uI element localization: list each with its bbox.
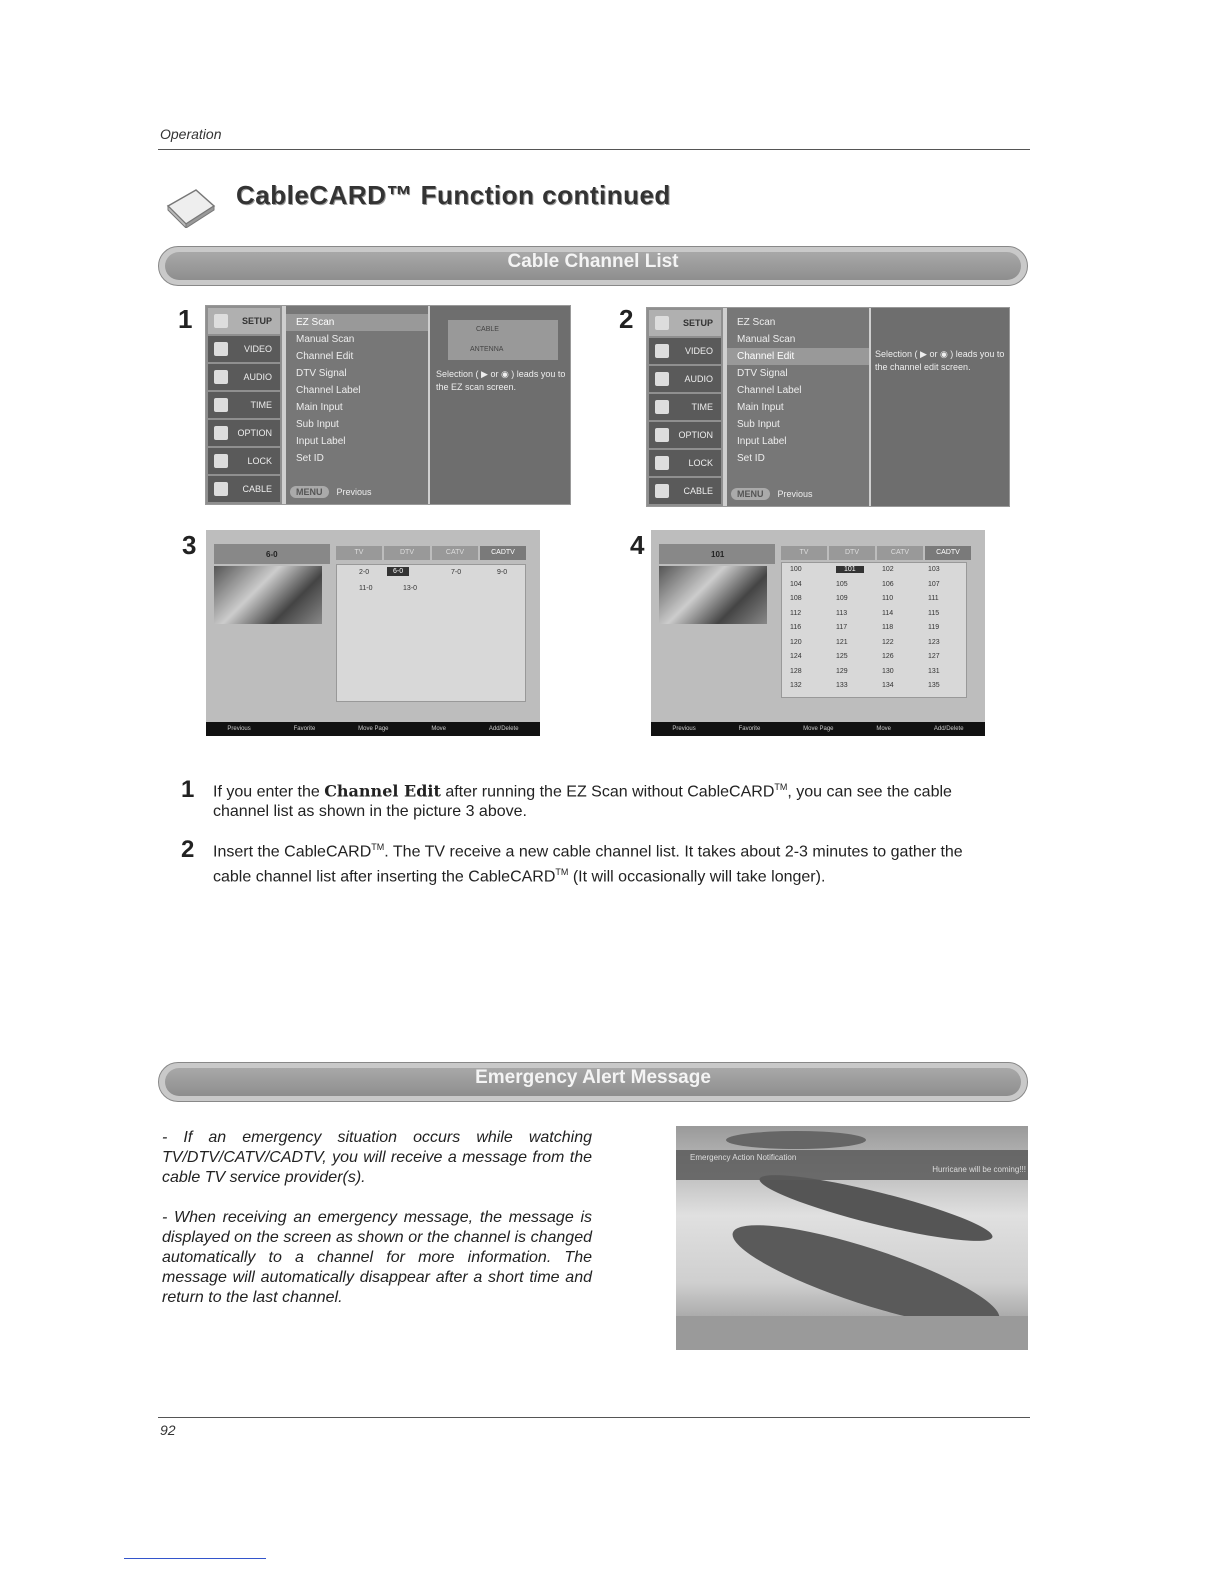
step-number: 4	[630, 530, 645, 560]
channel-cell: 133	[836, 682, 848, 689]
note-1	[213, 777, 1003, 822]
channel-cell: 127	[928, 653, 940, 660]
channel-cell: 121	[836, 638, 848, 646]
menu-item: Channel Edit	[296, 351, 354, 362]
tab-dtv: DTV	[384, 546, 430, 560]
note-number: 2	[181, 836, 195, 863]
tab-tv: TV	[781, 546, 827, 560]
menu-item: Main Input	[296, 402, 343, 413]
channel-cell: 135	[928, 682, 940, 689]
footer-hint: Favorite	[293, 726, 316, 732]
menu-categories	[206, 306, 282, 504]
menu-item: Input Label	[737, 436, 787, 447]
channel-cell: 119	[928, 624, 940, 631]
note-text: , you can see the cable channel list as shown in the picture 3 above.	[213, 783, 952, 821]
horse-race-picture	[659, 566, 767, 624]
page-title: CableCARD™ Function continued	[236, 180, 671, 210]
note-number: 1	[181, 776, 195, 803]
footer-hint: Move	[431, 726, 447, 732]
channel-cell: 103	[928, 566, 940, 573]
note-text: . The TV receive a new cable channel list. It takes about 2-3 minutes to gather the cable channel list after inserting the CableCARD	[213, 843, 963, 886]
channel-cell: 109	[836, 595, 848, 602]
menu-category: CABLE	[649, 478, 721, 504]
channel-cell: 124	[790, 653, 802, 660]
menu-category: OPTION	[649, 422, 721, 448]
channel-cell: 122	[882, 638, 894, 646]
trademark: TM	[774, 782, 788, 792]
menu-category: VIDEO	[649, 338, 721, 364]
channel-cell: 104	[790, 580, 802, 588]
menu-item: Channel Edit	[727, 348, 869, 365]
menu-category: AUDIO	[208, 364, 280, 390]
top-rule	[158, 149, 1030, 150]
tab-tv: TV	[336, 546, 382, 560]
channel-tabs	[336, 546, 526, 560]
menu-category: SETUP	[208, 308, 280, 334]
footer-hint: Move Page	[803, 726, 834, 732]
menu-category: SETUP	[649, 310, 721, 336]
channel-cell: 131	[928, 667, 940, 675]
channel-cell: 123	[928, 638, 940, 646]
channel-cell: 102	[882, 566, 894, 573]
page-number: 92	[160, 1422, 176, 1438]
menu-item: Sub Input	[296, 419, 339, 430]
menu-item: EZ Scan	[286, 314, 428, 331]
menu-category: LOCK	[649, 450, 721, 476]
menu-item: Input Label	[296, 436, 346, 447]
tab-catv: CATV	[877, 546, 923, 560]
menu-item: Set ID	[296, 453, 324, 464]
channel-cell: 118	[882, 624, 894, 631]
menu-item: Set ID	[737, 453, 765, 464]
menu-item: Channel Label	[737, 385, 802, 396]
menu-item: EZ Scan	[737, 317, 776, 328]
channel-cell: 114	[882, 609, 894, 617]
footer-hint: Add/Delete	[933, 726, 964, 732]
cable-channel-list-banner	[158, 246, 1028, 286]
menu-item: Channel Label	[296, 385, 361, 396]
previous-hint: MENU Previous	[731, 488, 813, 500]
channel-cell: 107	[928, 580, 940, 588]
menu-item: Main Input	[737, 402, 784, 413]
channel-cell: 13-0	[403, 585, 418, 592]
channel-cell: 125	[836, 653, 848, 660]
channel-grid	[336, 564, 526, 702]
tab-catv: CATV	[432, 546, 478, 560]
setup-menu-screenshot-2	[646, 307, 1010, 507]
trademark: TM	[371, 842, 385, 852]
channel-cell: 134	[882, 682, 894, 689]
footer-hint: Previous	[227, 726, 251, 732]
channel-cell: 132	[790, 682, 802, 689]
trademark: TM	[555, 867, 569, 878]
setup-menu-screenshot-1	[205, 305, 571, 505]
menu-category: TIME	[649, 394, 721, 420]
note-text: (It will occasionally will take longer).	[568, 868, 826, 886]
channel-cell: 6-0	[387, 567, 409, 576]
cable-label: CABLE	[476, 326, 499, 333]
menu-category: VIDEO	[208, 336, 280, 362]
menu-item: DTV Signal	[296, 368, 347, 379]
channel-cell: 120	[790, 638, 802, 646]
channel-cell: 112	[790, 609, 802, 617]
ez-scan-hint: Selection ( ▶ or ◉ ) leads you to the EZ scan screen.	[436, 369, 566, 392]
emergency-alert-banner	[158, 1062, 1028, 1102]
channel-cell: 105	[836, 580, 848, 588]
scan-source-box	[448, 320, 558, 360]
channel-edit-panel	[871, 308, 1009, 506]
emergency-paragraph-1: - If an emergency situation occurs while watching TV/DTV/CATV/CADTV, you will receive a message from the cable TV service provider(s).	[162, 1129, 592, 1186]
channel-list-screenshot-3	[206, 530, 540, 736]
ez-scan-panel	[430, 306, 570, 504]
step-number: 2	[619, 304, 634, 334]
menu-item: Manual Scan	[296, 334, 355, 345]
help-footer	[206, 722, 540, 736]
footer-hint: Favorite	[738, 726, 761, 732]
note-2	[213, 837, 1003, 888]
menu-item: Manual Scan	[737, 334, 796, 345]
footer-link-line	[124, 1558, 266, 1559]
menu-categories	[647, 308, 723, 506]
menu-category: LOCK	[208, 448, 280, 474]
channel-cell: 115	[928, 609, 940, 617]
channel-edit-hint: Selection ( ▶ or ◉ ) leads you to the channel edit screen.	[875, 349, 1005, 372]
menu-item: Sub Input	[737, 419, 780, 430]
channel-cell: 110	[882, 595, 894, 602]
step-number: 1	[178, 304, 193, 334]
note-text: after running the EZ Scan without CableCARD	[440, 783, 775, 801]
emergency-message-screenshot	[676, 1126, 1028, 1350]
channel-cell: 130	[882, 667, 894, 675]
menu-category: CABLE	[208, 476, 280, 502]
banner-title: Cable Channel List	[507, 251, 679, 272]
note-text: If you enter the	[213, 783, 325, 801]
emergency-paragraph-2: - When receiving an emergency message, the message is displayed on the screen as shown or the channel is changed automatically to a channel for more information. The message will automatically disappear after a short time and return to the last channel.	[162, 1209, 592, 1306]
channel-cell: 101	[836, 566, 864, 573]
channel-list-screenshot-4	[651, 530, 985, 736]
previous-hint: MENU Previous	[290, 486, 372, 498]
channel-cell: 113	[836, 609, 848, 617]
channel-cell: 100	[790, 566, 802, 573]
menu-category: OPTION	[208, 420, 280, 446]
menu-item: DTV Signal	[737, 368, 788, 379]
channel-cell: 129	[836, 667, 848, 675]
note-text: Insert the CableCARD	[213, 843, 372, 861]
tab-cadtv: CADTV	[925, 546, 971, 560]
bottom-rule	[158, 1417, 1030, 1418]
step-number: 3	[182, 530, 197, 560]
channel-cell: 116	[790, 624, 802, 631]
channel-cell: 7-0	[451, 569, 462, 576]
channel-cell: 128	[790, 667, 802, 675]
footer-hint: Move	[876, 726, 892, 732]
channel-cell: 117	[836, 624, 848, 631]
overlay-title: Emergency Action Notification	[690, 1153, 797, 1162]
channel-cell: 111	[928, 595, 939, 602]
channel-cell: 106	[882, 580, 894, 588]
tab-cadtv: CADTV	[480, 546, 526, 560]
horse-race-picture	[214, 566, 322, 624]
menu-items	[286, 306, 428, 504]
channel-cell: 9-0	[497, 569, 508, 576]
help-footer	[651, 722, 985, 736]
emergency-overlay	[676, 1150, 1028, 1180]
cablecard-icon	[162, 184, 220, 228]
overlay-message: Hurricane will be coming!!!	[932, 1165, 1026, 1174]
footer-hint: Previous	[672, 726, 696, 732]
menu-category: TIME	[208, 392, 280, 418]
footer-hint: Add/Delete	[488, 726, 519, 732]
channel-grid	[781, 562, 967, 698]
channel-edit-term: Channel Edit	[324, 781, 441, 801]
menu-items	[727, 308, 869, 506]
menu-category: AUDIO	[649, 366, 721, 392]
antenna-label: ANTENNA	[470, 346, 504, 353]
channel-cell: 2-0	[359, 569, 370, 576]
current-channel: 6-0	[266, 550, 278, 559]
channel-cell: 11-0	[359, 585, 373, 592]
banner-title: Emergency Alert Message	[475, 1067, 711, 1088]
channel-cell: 108	[790, 595, 802, 602]
channel-tabs	[781, 546, 971, 560]
current-channel: 101	[711, 550, 725, 559]
channel-cell: 126	[882, 653, 894, 660]
section-label: Operation	[160, 126, 222, 142]
tab-dtv: DTV	[829, 546, 875, 560]
footer-hint: Move Page	[358, 726, 389, 732]
